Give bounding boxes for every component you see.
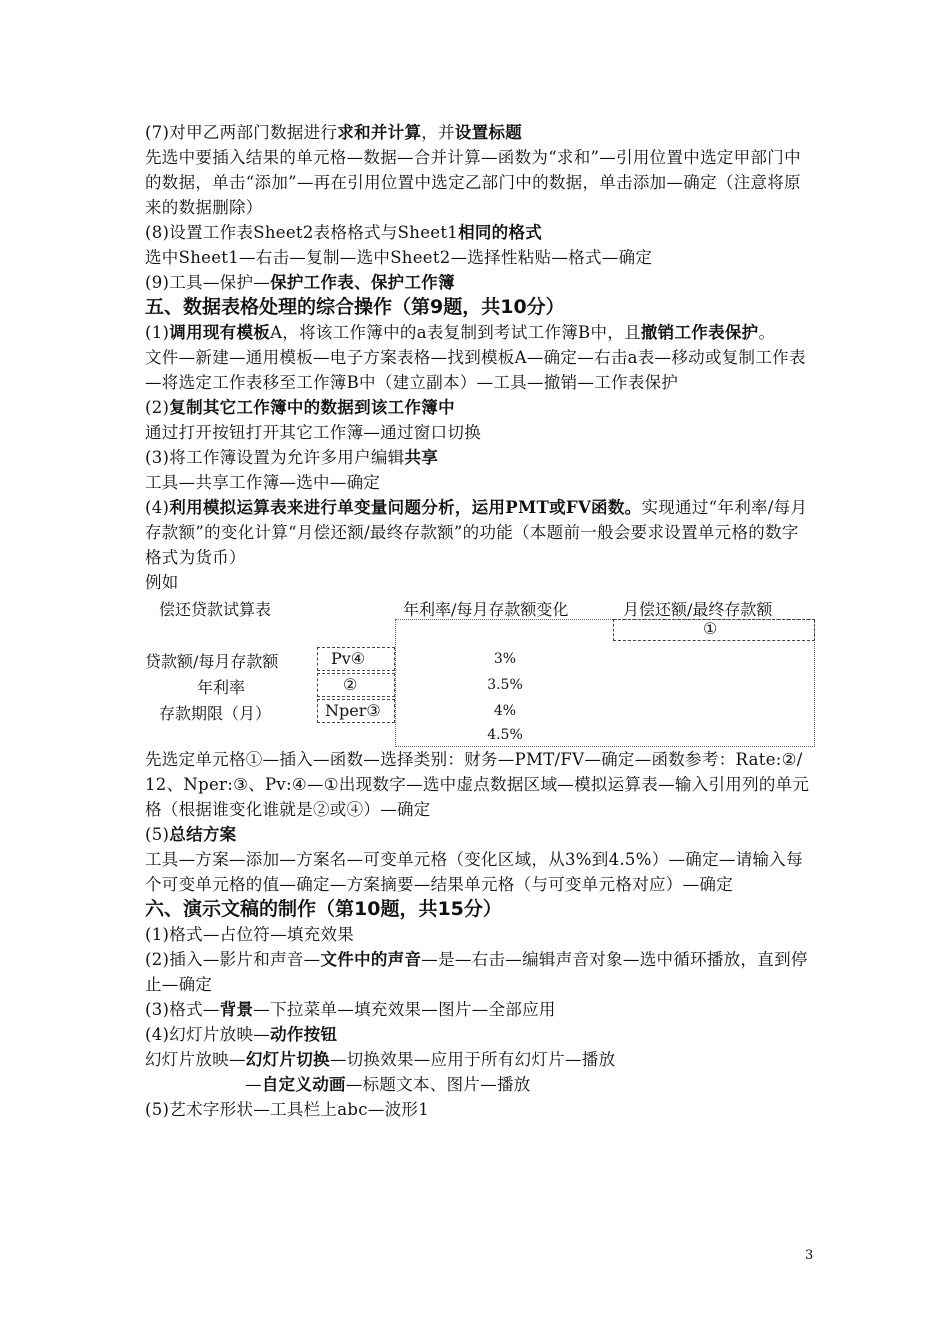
- example-table: [145, 597, 813, 747]
- item-6-2: (2)插入—影片和声音—文件中的声音—是—右击—编辑声音对象—选中循环播放，直到停止—确定: [145, 950, 808, 994]
- rate-4: 4.5%: [487, 727, 523, 743]
- item-5-4-title: (4)利用模拟运算表来进行单变量问题分析，运用PMT或FV函数。实现通过“年利率/每月存款额”的变化计算“月偿还额/最终存款额”的功能（本题前一般会要求设置单元格的数字格式为货币）: [145, 498, 808, 567]
- item-5-3-body: 工具—共享工作簿—选中—确定: [145, 473, 381, 492]
- section-9-title: (9)工具—保护—保护工作表、保护工作簿: [145, 273, 455, 292]
- rate-3: 4%: [493, 703, 517, 719]
- example-col-change: 年利率/每月存款额变化: [403, 600, 569, 619]
- row1-cell: Pv④: [331, 649, 366, 668]
- row2-label: 年利率: [197, 678, 246, 697]
- row3-cell: Nper③: [325, 701, 381, 720]
- section-8-title: (8)设置工作表Sheet2表格格式与Sheet1相同的格式: [145, 223, 543, 242]
- page-number: 3: [805, 1248, 814, 1263]
- item-6-4: (4)幻灯片放映—动作按钮: [145, 1025, 338, 1044]
- item-6-1: (1)格式—占位符—填充效果: [145, 925, 355, 944]
- row2-cell: ②: [343, 675, 358, 694]
- item-5-4-after: 先选定单元格①—插入—函数—选择类别：财务—PMT/FV—确定—函数参考：Rate:②/12、Nper:③、Pv:④—①出现数字—选中虚点数据区域—模拟运算表—输入引用列的单元格（根据谁变化谁就是②或④）—确定: [145, 750, 810, 819]
- example-label: 例如: [145, 573, 179, 592]
- item-6-5: (5)艺术字形状—工具栏上abc—波形1: [145, 1100, 430, 1119]
- item-5-5-body: 工具—方案—添加—方案名—可变单元格（变化区域，从3%到4.5%）—确定—请输入每个可变单元格的值—确定—方案摘要—结果单元格（与可变单元格对应）—确定: [145, 850, 803, 894]
- item-6-3: (3)格式—背景—下拉菜单—填充效果—图片—全部应用: [145, 1000, 556, 1019]
- item-6-4-transition: 幻灯片放映—幻灯片切换—切换效果—应用于所有幻灯片—播放: [145, 1050, 616, 1069]
- example-col-result: 月偿还额/最终存款额: [623, 600, 773, 619]
- item-5-1-body: 文件—新建—通用模板—电子方案表格—找到模板A—确定—右击a表—移动或复制工作表—将选定工作表移至工作簿B中（建立副本）—工具—撤销—工作表保护: [145, 348, 806, 392]
- item-5-3-title: (3)将工作簿设置为允许多用户编辑共享: [145, 448, 439, 467]
- section-7-title: (7)对甲乙两部门数据进行求和并计算，并设置标题: [145, 123, 523, 142]
- section-7-body: 先选中要插入结果的单元格—数据—合并计算—函数为“求和”—引用位置中选定甲部门中的数据，单击“添加”—再在引用位置中选定乙部门中的数据，单击添加—确定（注意将原来的数据删除）: [145, 148, 801, 217]
- heading-six: 六、演示文稿的制作（第10题，共15分）: [145, 898, 502, 920]
- item-5-2-body: 通过打开按钮打开其它工作簿—通过窗口切换: [145, 423, 481, 442]
- row1-label: 贷款额/每月存款额: [145, 652, 279, 671]
- heading-five: 五、数据表格处理的综合操作（第9题，共10分）: [145, 296, 565, 318]
- rate-1: 3%: [493, 651, 517, 667]
- rate-2: 3.5%: [487, 677, 523, 693]
- item-5-1-title: (1)调用现有模板A，将该工作簿中的a表复制到考试工作簿B中，且撤销工作表保护。: [145, 323, 776, 342]
- result-cell: ①: [703, 619, 718, 638]
- example-table-title: 偿还贷款试算表: [159, 600, 272, 619]
- item-5-5-title: (5)总结方案: [145, 825, 237, 844]
- row3-label: 存款期限（月）: [159, 704, 272, 723]
- item-5-2-title: (2)复制其它工作簿中的数据到该工作簿中: [145, 398, 455, 417]
- section-8-body: 选中Sheet1—右击—复制—选中Sheet2—选择性粘贴—格式—确定: [145, 248, 653, 267]
- document-page: [145, 120, 813, 1122]
- item-6-4-animation: —自定义动画—标题文本、图片—播放: [245, 1075, 531, 1094]
